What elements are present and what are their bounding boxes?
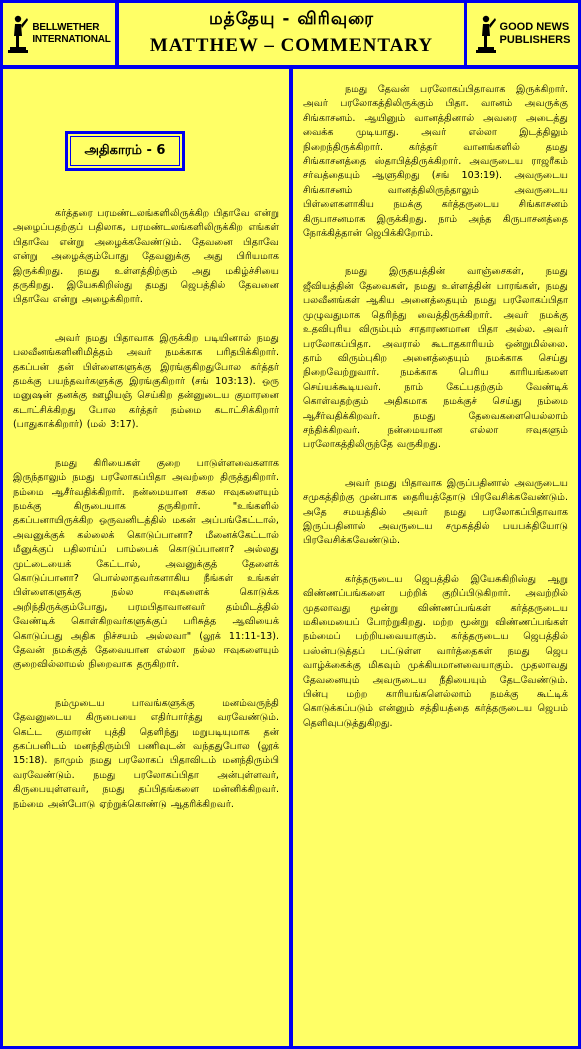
good-news-logo: [467, 3, 578, 65]
right-column: [293, 69, 578, 1046]
runner-figure-icon: [475, 14, 497, 54]
logo-line-1: GOOD NEWS: [499, 21, 570, 33]
title-tamil: மத்தேயு - விரிவுரை: [208, 9, 375, 29]
runner-figure-icon: [7, 14, 29, 54]
title-english: MATTHEW – COMMENTARY: [149, 35, 434, 56]
logo-line-2: PUBLISHERS: [499, 34, 571, 46]
bellwether-logo: [3, 3, 115, 65]
good-news-logo-text: [500, 21, 571, 47]
logo-line-2: INTERNATIONAL: [32, 34, 111, 45]
paragraph: அவர் நமது பிதாவாக இருப்பதினால் அவருடைய சமுகத்திற்கு முன்பாக தைரியத்தோடு பிரவேசிக்கவேண்டும். அதே சமயத்தில் அவர் நமது பரலோகப்பிதாவாக இருப்பதினால் அவருடைய சமுகத்தில் பயபக்தியோடு பிரவேசிக்கவேண்டும்.: [303, 477, 568, 547]
chapter-heading: அதிகாரம் - 6: [70, 136, 180, 166]
paragraph: கர்த்தருடைய ஜெபத்தில் இயேசுகிறிஸ்து ஆறு விண்ணப்பங்களை பற்றிக் குறிப்பிடுகிறார். அவற்றில் முதலாவது மூன்று விண்ணப்பங்கள் கர்த்தருடைய மகிமையைப் போற்றுகிறது. மற்ற மூன்று விண்ணப்பங்கள் நம்மைப் பற்றியவையாகும். கர்த்தருடைய ஜெபத்தில் பஸ்ன்படுத்தப் பட்டுள்ள வார்த்தைகள் நமது ஜெப வாழ்க்கைக்கு மிகவும் முக்கியமானவையாகும். முதலாவது தேவனையும் அவருடைய நீதியையும் தேடவேண்டும். பின்பு மற்ற காரியங்களெல்லாம் நமக்கு கூட்டிக் கொடுக்கப்படும் என்னும் சத்தியத்தை கர்த்தருடைய ஜெபம் தெளிவுபடுத்துகிறது.: [303, 573, 568, 729]
bellwether-logo-text: [32, 22, 110, 46]
paragraph: நமது தேவன் பரலோகப்பிதாவாக இருக்கிறார். அவர் பரலோகத்திலிருக்கும் பிதா. வானம் அவருக்கு சிங்காசனம். ஆயினும் வானத்தினால் அவரை அடைத்து வைக்க முடியாது. அவர் எல்லா இடத்திலும் நிறைந்திருக்கிறார். கர்த்தர் வானங்களில் தமது சிங்காசனத்தை ஸ்தாபித்திருக்கிறார். அவருடைய ராஜரீகம் சர்வத்தையும் ஆளுகிறது (சங் 103:19). அவருடைய சிங்காசனம் வானத்திலிருந்தாலும் அவருடைய பிள்ளைகளாகிய நமக்கு கர்த்தருடைய சிங்காசனம் கிருபாசனமாக இருக்கிறது. நாம் அந்த கிருபாசனத்தை நோக்கித்தான் ஜெபிக்கிறோம்.: [303, 84, 568, 240]
logo-line-1: BELLWETHER: [32, 22, 100, 33]
title-box: [119, 3, 464, 65]
paragraph: கர்த்தரை பரமண்டலங்களிலிருக்கிற பிதாவே என்று அழைப்பதற்குப் பதிலாக, பரமண்டலங்களிலிருக்கிற எங்கள் பிதாவே என்று அழைக்கவேண்டும். தேவனை பிதாவே என்று அழைக்கும்போது தேவனுக்கு அது பிரியமாக இருக்கிறது. நமது உள்ளத்திற்கும் அது மகிழ்ச்சியை தருகிறது. இயேசுகிறிஸ்து தமது ஜெபத்தில் தேவனை பிதாவே என்று அழைக்கிறார்.: [13, 208, 279, 306]
left-column: [3, 69, 289, 1046]
chapter-heading-box: [65, 131, 185, 171]
paragraph: அவர் நமது பிதாவாக இருக்கிற படியினால் நமது பலவீனங்களினிமித்தம் அவர் நமக்காக பரிதபிக்கிறார். தகப்பன் தன் பிள்ளைகளுக்கு இரங்குகிறதுபோல கர்த்தர் தமக்கு பயந்தவர்களுக்கு இரங்குகிறார் (சங் 103:13). ஒரு மனுஷன் தனக்கு ஊழியஞ் செய்கிற தன்னுடைய குமாரனை கடாட்சிக்கிறது போல கர்த்தர் நம்மை கடாட்சிக்கிறார் (பாதுகாக்கிறார்) (மல் 3:17).: [13, 332, 279, 431]
paragraph: நமது இருதயத்தின் வாஞ்சைகள், நமது ஜீவியத்தின் தேவைகள், நமது உள்ளத்தின் பாரங்கள், நமது பலவீனங்கள் ஆகிய அனைத்தையும் நமது பரலோகப்பிதா முழுவதுமாக தெரிந்து வைத்திருக்கிறார். அவர் நமக்கு உதவிபுரிய விரும்பும் சாதாரணமான பிதா அல்ல. அவர் பரலோகப்பிதா. அவரால் கூடாதகாரியம் ஒன்றுமில்லை. தாம் விரும்புகிற அனைத்தையும் நமக்காக செய்து நிறைவேற்றுவார். நமக்காக பெரிய காரியங்களை செய்யக்கூடியவர். நாம் கேட்பதற்கும் வேண்டிக் கொள்வதற்கும் அதிகமாக நமக்குச் செய்து நம்மை ஆசீர்வதிக்கிறவர். நமது தேவைகளையெல்லாம் சந்திக்கிறவர். நன்மையான எல்லா ஈவுகளும் பரலோகத்திலிருந்தே வருகிறது.: [303, 266, 568, 451]
paragraph: நம்முடைய பாவங்களுக்கு மனம்வருந்தி தேவனுடைய கிருபையை எதிர்பார்த்து வரவேண்டும். கெட்ட குமாரன் புத்தி தெளிந்து மறுபடியுமாக தன் தகப்பனிடம் மனந்திரும்பி பணிவுடன் வந்ததுபோல (லூக் 15:18). நாமும் நமது பரலோகப் பிதாவிடம் மனந்திரும்பி வரவேண்டும். நமது பரலோகப்பிதா அன்புள்ளவர், கிருபையுள்ளவர், நமது தப்பிதங்களை மன்னிக்கிறவர். நம்மை அன்போடு ஏற்றுக்கொண்டு ஆதரிக்கிறவர்.: [13, 697, 279, 810]
paragraph: நமது கிரியைகள் குறை பாடுள்ளவைகளாக இருந்தாலும் நமது பரலோகப்பிதா அவற்றை திருத்துகிறார். நம்மை ஆசீர்வதிக்கிறார். நன்மையான சகல ஈவுகளையும் நமக்கு கிருபையாக தருகிறார். "உங்களில் தகப்பனாயிருக்கிற ஒருவனிடத்தில் மகன் அப்பங்கேட்டால், அவனுக்குக் கல்லைக் கொடுப்பானா? மீனைக்கேட்டால் மீனுக்குப் பதிலாய்ப் பாம்பைக் கொடுப்பானா? அல்லது முட்டையைக் கேட்டால், அவனுக்குத் தேளைக் கொடுப்பானா? பொல்லாதவர்களாகிய நீங்கள் உங்கள் பிள்ளைகளுக்கு நல்ல ஈவுகளைக் கொடுக்க அறிந்திருக்கும்போது, பரமபிதாவானவர் தம்மிடத்தில் வேண்டிக் கொள்கிறவர்களுக்குப் பரிசுத்த ஆவியைக் கொடுப்பது அதிக நிச்சயம் அல்லவா" (லூக் 11:11-13). தேவன் நமக்குத் தேவையான எல்லா நல்ல ஈவுகளையும் குறைவில்லாமல் நிறைவாக தருகிறார்.: [13, 457, 279, 671]
